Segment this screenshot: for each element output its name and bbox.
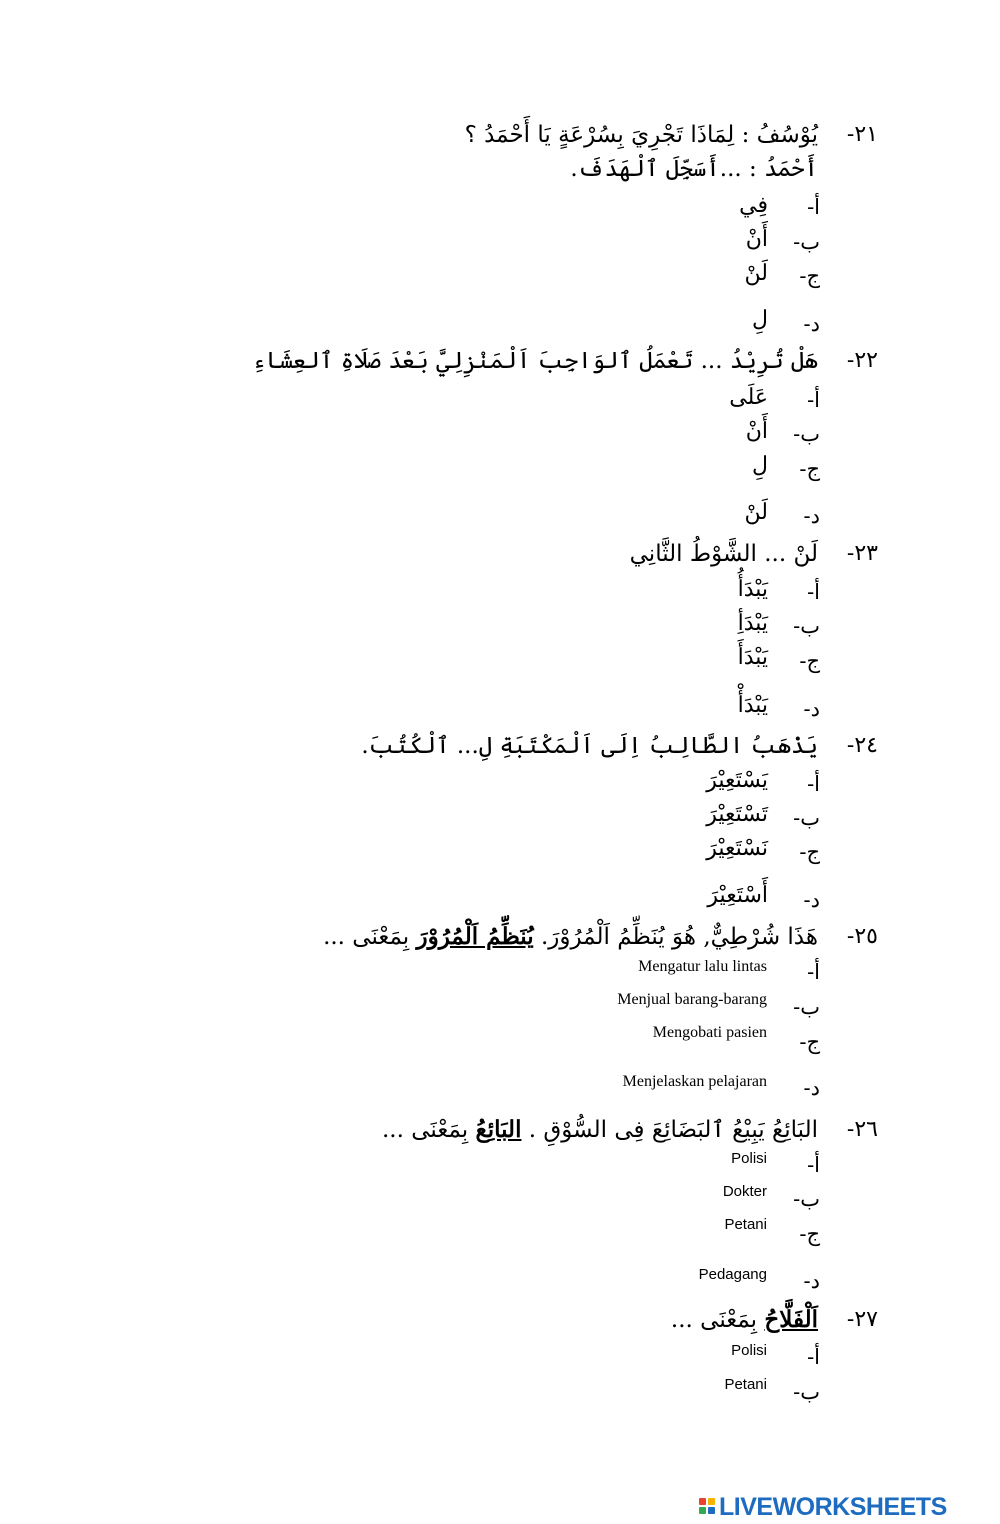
question-text bbox=[671, 1306, 818, 1334]
option-letter: ج- bbox=[799, 840, 820, 864]
question-number: ٢٧- bbox=[846, 1307, 878, 1332]
option-text[interactable]: Polisi bbox=[731, 1150, 767, 1167]
option-letter: ب- bbox=[793, 422, 820, 446]
option-letter: د- bbox=[803, 312, 820, 336]
option-letter: أ- bbox=[807, 195, 820, 219]
option-letter: ب- bbox=[793, 1380, 820, 1404]
question-text: هَلْ تُرِيْدُ ... تَعْمَلُ ٱلوَاجِبَ اَلْمَنْزِلِيَّ بَعْدَ صَلَاةِ ٱلعِشَاءِ bbox=[252, 348, 818, 374]
question-text-line2: أَحْمَدُ : ...أَسَجِّلَ ٱلْهَدَفَ. bbox=[570, 156, 818, 182]
option-letter: ب- bbox=[793, 614, 820, 638]
option-letter: ج- bbox=[799, 649, 820, 673]
question-number: ٢١- bbox=[846, 122, 878, 147]
option-text[interactable]: يَسْتَعِيْرَ bbox=[706, 768, 768, 793]
option-text[interactable]: يَبْدَأُ bbox=[737, 577, 768, 602]
key-phrase: البَائِعُ bbox=[475, 1116, 522, 1143]
option-letter: د- bbox=[803, 1269, 820, 1293]
liveworksheets-logo[interactable] bbox=[699, 1493, 989, 1521]
option-text[interactable]: Menjelaskan pelajaran bbox=[622, 1073, 767, 1090]
liveworksheets-logo-icon bbox=[699, 1498, 715, 1514]
option-text[interactable]: Mengobati pasien bbox=[652, 1024, 767, 1041]
question-number: ٢٢- bbox=[846, 348, 878, 373]
option-text[interactable]: أَسْتَعِيْرَ bbox=[707, 883, 768, 908]
question-text-tail: بِمَعْنَى ... bbox=[382, 1117, 476, 1143]
option-letter: د- bbox=[803, 697, 820, 721]
question-text: يَذْهَبُ الطَّالِبُ اِلَى اَلْمَكْتَبَةِ لِ... ٱلْكُتُبَ. bbox=[361, 733, 818, 759]
option-text[interactable]: Mengatur lalu lintas bbox=[638, 958, 767, 975]
option-letter: أ- bbox=[807, 960, 820, 984]
option-text[interactable]: عَلَى bbox=[729, 385, 768, 410]
option-text[interactable]: نَسْتَعِيْرَ bbox=[706, 836, 768, 861]
option-letter: ج- bbox=[799, 264, 820, 288]
option-text[interactable]: يَبْدَأْ bbox=[737, 693, 768, 718]
option-letter: د- bbox=[803, 888, 820, 912]
option-text[interactable]: أَنْ bbox=[745, 419, 768, 444]
option-text[interactable]: لِ bbox=[752, 307, 768, 332]
question-text-tail: بِمَعْنَى ... bbox=[670, 1307, 765, 1333]
key-phrase: اَلْفَلَّاحُ bbox=[764, 1306, 818, 1333]
key-phrase: يُنَظِّمُ اَلْمُرُوْرَ bbox=[416, 923, 534, 950]
option-text[interactable]: Petani bbox=[724, 1216, 767, 1233]
option-letter: ب- bbox=[793, 995, 820, 1019]
option-letter: أ- bbox=[807, 1345, 820, 1369]
question-text-plain: هَذَا شُرْطِيٌّ, هُوَ يُنَظِّمُ اَلْمُرُوْرَ. bbox=[533, 924, 818, 950]
option-text[interactable]: Menjual barang-barang bbox=[617, 991, 767, 1008]
option-text[interactable]: لَنْ bbox=[744, 261, 768, 286]
option-letter: ج- bbox=[799, 457, 820, 481]
question-number: ٢٤- bbox=[846, 733, 878, 758]
option-text[interactable]: Polisi bbox=[731, 1342, 767, 1359]
option-letter: أ- bbox=[807, 388, 820, 412]
option-letter: ج- bbox=[799, 1030, 820, 1054]
question-number: ٢٦- bbox=[846, 1117, 878, 1142]
question-text: يُوْسُفُ : لِمَاذَا تَجْرِيَ بِسُرْعَةٍ يَا أَحْمَدُ ؟ bbox=[464, 122, 818, 148]
option-text[interactable]: أَنْ bbox=[745, 227, 768, 252]
option-letter: د- bbox=[803, 1076, 820, 1100]
option-text[interactable]: يَبْدَأَ bbox=[737, 645, 768, 670]
option-text[interactable]: يَبْدَأِ bbox=[737, 611, 768, 636]
logo-text: LIVEWORKSHEETS bbox=[719, 1493, 947, 1521]
option-text[interactable]: Pedagang bbox=[698, 1266, 767, 1283]
option-letter: ب- bbox=[793, 806, 820, 830]
question-text-tail: بِمَعْنَى ... bbox=[323, 924, 417, 950]
question-text: لَنْ ... الشَّوْطُ الثَّانِي bbox=[629, 541, 818, 567]
option-letter: ب- bbox=[793, 230, 820, 254]
option-text[interactable]: Petani bbox=[724, 1376, 767, 1393]
option-text[interactable]: فِي bbox=[739, 193, 768, 218]
option-text[interactable]: لِ bbox=[752, 453, 768, 478]
option-letter: ب- bbox=[793, 1187, 820, 1211]
option-letter: أ- bbox=[807, 772, 820, 796]
option-text[interactable]: لَنْ bbox=[744, 500, 768, 525]
option-letter: د- bbox=[803, 504, 820, 528]
option-text[interactable]: تَسْتَعِيْرَ bbox=[706, 802, 768, 827]
question-text bbox=[323, 923, 818, 951]
question-number: ٢٥- bbox=[846, 924, 878, 949]
question-text bbox=[382, 1116, 818, 1144]
option-text[interactable]: Dokter bbox=[722, 1183, 767, 1200]
option-letter: أ- bbox=[807, 580, 820, 604]
option-letter: ج- bbox=[799, 1222, 820, 1246]
option-letter: أ- bbox=[807, 1153, 820, 1177]
question-text-plain: البَائِعُ يَبِيْعُ ٱلبَضَائِعَ فِى السُّوْقِ . bbox=[521, 1117, 818, 1143]
question-number: ٢٣- bbox=[846, 541, 878, 566]
